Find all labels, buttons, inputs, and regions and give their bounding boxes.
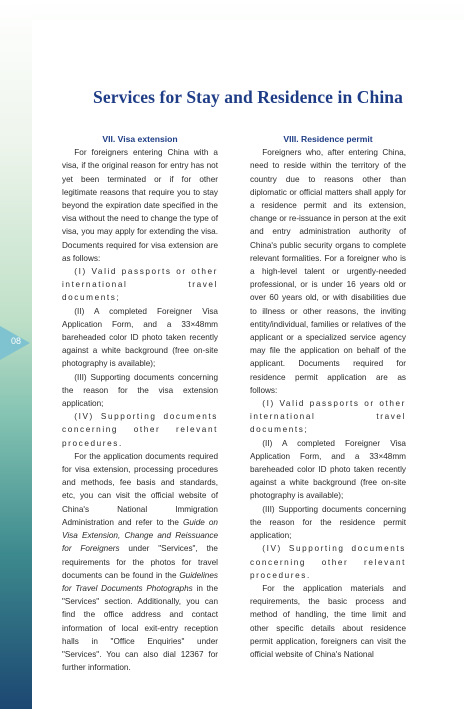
- visa-extension-closing: [62, 450, 218, 674]
- residence-permit-item-4: (IV) Supporting documents concerning other relevant procedures.: [250, 544, 406, 580]
- closing-text-2: under "Services", the requirements for the photos for travel documents can be found in the: [62, 544, 218, 580]
- residence-permit-closing: For the application materials and requirements, the basic process and method of handling, the time limit and other specific details about residence permit application, foreigners can visit the official website of China's National: [250, 583, 406, 659]
- guide-title: Guide on Visa Extension, Change and Reissuance for Foreigners: [62, 517, 218, 554]
- section-heading-residence-permit: VIII. Residence permit: [283, 134, 373, 144]
- visa-extension-item-4: (IV) Supporting documents concerning other relevant procedures.: [62, 412, 218, 448]
- page-number: 08: [10, 336, 21, 346]
- visa-extension-item-2: (II) A completed Foreigner Visa Application Form, and a 33×48mm bareheaded color ID photo taken recently against a white background (free on-site photography is available);: [62, 306, 218, 369]
- visa-extension-item-3: (III) Supporting documents concerning the reason for the visa extension application;: [62, 372, 218, 409]
- closing-text-1: For the application documents required for visa extension, processing procedures and methods, fee basis and standards, etc, you can visit the official website of China's National Immigration Administration and refer to the: [62, 451, 218, 527]
- closing-text-3: in the "Services" section. Additionally, you can find the office address and contact information of local exit-entry reception halls in "Office Enquiries" under "Services". You can also dial 12367 for further information.: [62, 583, 219, 673]
- visa-extension-section: [62, 133, 218, 674]
- page-title: Services for Stay and Residence in China: [93, 87, 403, 107]
- residence-permit-item-2: (II) A completed Foreigner Visa Application Form, and a 33×48mm bareheaded color ID photo taken recently against a white background (free on-site photography is available);: [250, 438, 406, 501]
- section-heading-visa-extension: VII. Visa extension: [102, 134, 178, 144]
- visa-extension-item-1: (I) Valid passports or other international travel documents;: [62, 267, 218, 303]
- residence-permit-item-1: (I) Valid passports or other international travel documents;: [250, 399, 406, 435]
- visa-extension-intro: For foreigners entering China with a visa, if the original reason for entry has not yet been terminated or if for other legitimate reasons that require you to stay beyond the expiration date specified in the visa without the need to change the type of visa, you may apply for extending the visa. Documents required for visa extension are as follows:: [62, 148, 218, 263]
- guidelines-title: Guidelines for Travel Documents Photographs: [62, 570, 218, 593]
- residence-permit-section: [250, 133, 406, 661]
- residence-permit-item-3: (III) Supporting documents concerning the reason for the residence permit application;: [250, 504, 406, 541]
- residence-permit-intro: Foreigners who, after entering China, need to reside within the territory of the country due to reasons other than diplomatic or official matters shall apply for a residence permit and its extension, change or re-issuance in person at the exit and entry administration authority of China's public security organs to complete relevant formalities. For a foreigner who is a high-level talent or urgently-needed professional, or is under 16 years old or over 60 years old, or with disabilities due to illness or other reasons, the inviting entity/individual, families or relatives of the applicant or a specialized service agency may file the application on behalf of the applicant. Documents required for residence permit application are as follows:: [250, 148, 406, 395]
